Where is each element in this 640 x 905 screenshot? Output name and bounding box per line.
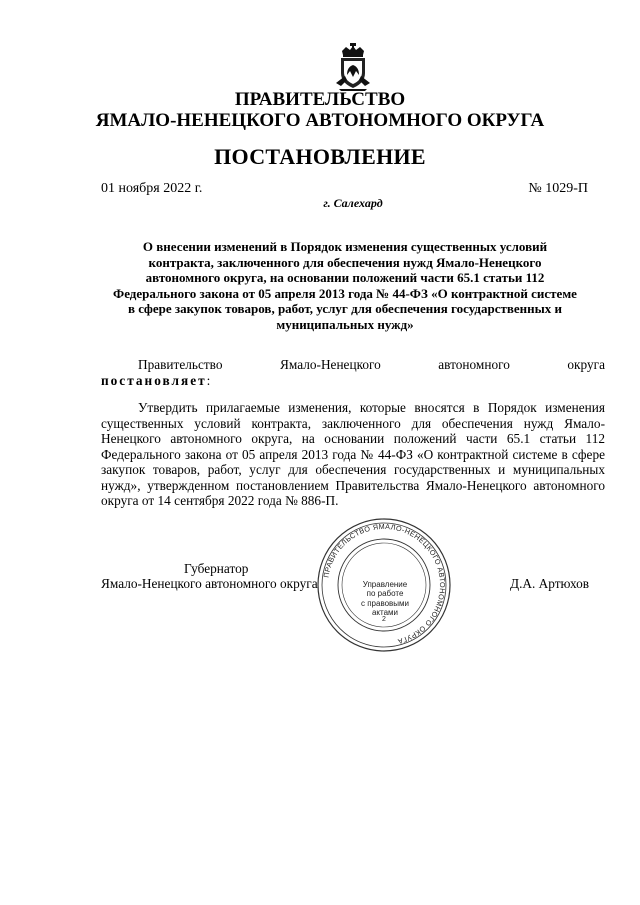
stamp-center-text — [353, 580, 417, 618]
stamp-ring-text: ПРАВИТЕЛЬСТВО ЯМАЛО-НЕНЕЦКОГО АВТОНОМНОГО ОКРУГА — [321, 521, 448, 647]
main-paragraph: Утвердить прилагаемые изменения, которые вносятся в Порядок изменения существенных условий контракта, заключенного для обеспечения нужд Ямало-Ненецкого автономного округа, на основании положений части 65.1 статьи 112 Федерального закона от 05 апреля 2013 года № 44-ФЗ «О контрактной системе в сфере закупок товаров, работ, услуг для обеспечения государственных и муниципальных нужд», утвержденном постановлением Правительства Ямало-Ненецкого автономного округа от 14 сентября 2022 года № 886-П. — [101, 400, 605, 508]
intro-colon: : — [206, 372, 211, 388]
document-date: 01 ноября 2022 г. — [101, 181, 203, 196]
document-title: О внесении изменений в Порядок изменения существенных условий контракта, заключенного для обеспечения нужд Ямало-Ненецкого автономного округа, на основании положений части 65.1 статьи 112 Федерального закона от 05 апреля 2013 года № 44-ФЗ «О контрактной системе в сфере закупок товаров, работ, услуг для обеспечения государственных и муниципальных нужд» — [113, 239, 577, 332]
intro-word: округа — [567, 357, 605, 372]
stamp-number: 2 — [382, 616, 386, 623]
stamp-center-line: с правовыми — [360, 598, 410, 608]
signatory-name: Д.А. Артюхов — [510, 576, 590, 591]
document-number: № 1029-П — [528, 181, 588, 196]
organization-name-line2: ЯМАЛО-НЕНЕЦКОГО АВТОНОМНОГО ОКРУГА — [95, 110, 545, 131]
document-city: г. Салехард — [323, 196, 383, 210]
intro-word: Ямало-Ненецкого — [280, 357, 381, 372]
stamp-center-line: по работе — [366, 589, 404, 599]
signatory-title-line2: Ямало-Ненецкого автономного округа — [101, 576, 318, 591]
document-type: ПОСТАНОВЛЕНИЕ — [214, 144, 426, 169]
intro-word: Правительство — [138, 357, 223, 372]
coat-of-arms-icon — [333, 43, 373, 91]
signatory-title-line1: Губернатор — [184, 561, 249, 576]
stamp-center-line: актами — [371, 608, 399, 618]
stamp-center-line: Управление — [362, 580, 408, 589]
organization-name-line1: ПРАВИТЕЛЬСТВО — [234, 89, 406, 110]
intro-verb: постановляет — [101, 372, 207, 388]
intro-paragraph — [101, 357, 605, 388]
intro-word: автономного — [438, 357, 510, 372]
